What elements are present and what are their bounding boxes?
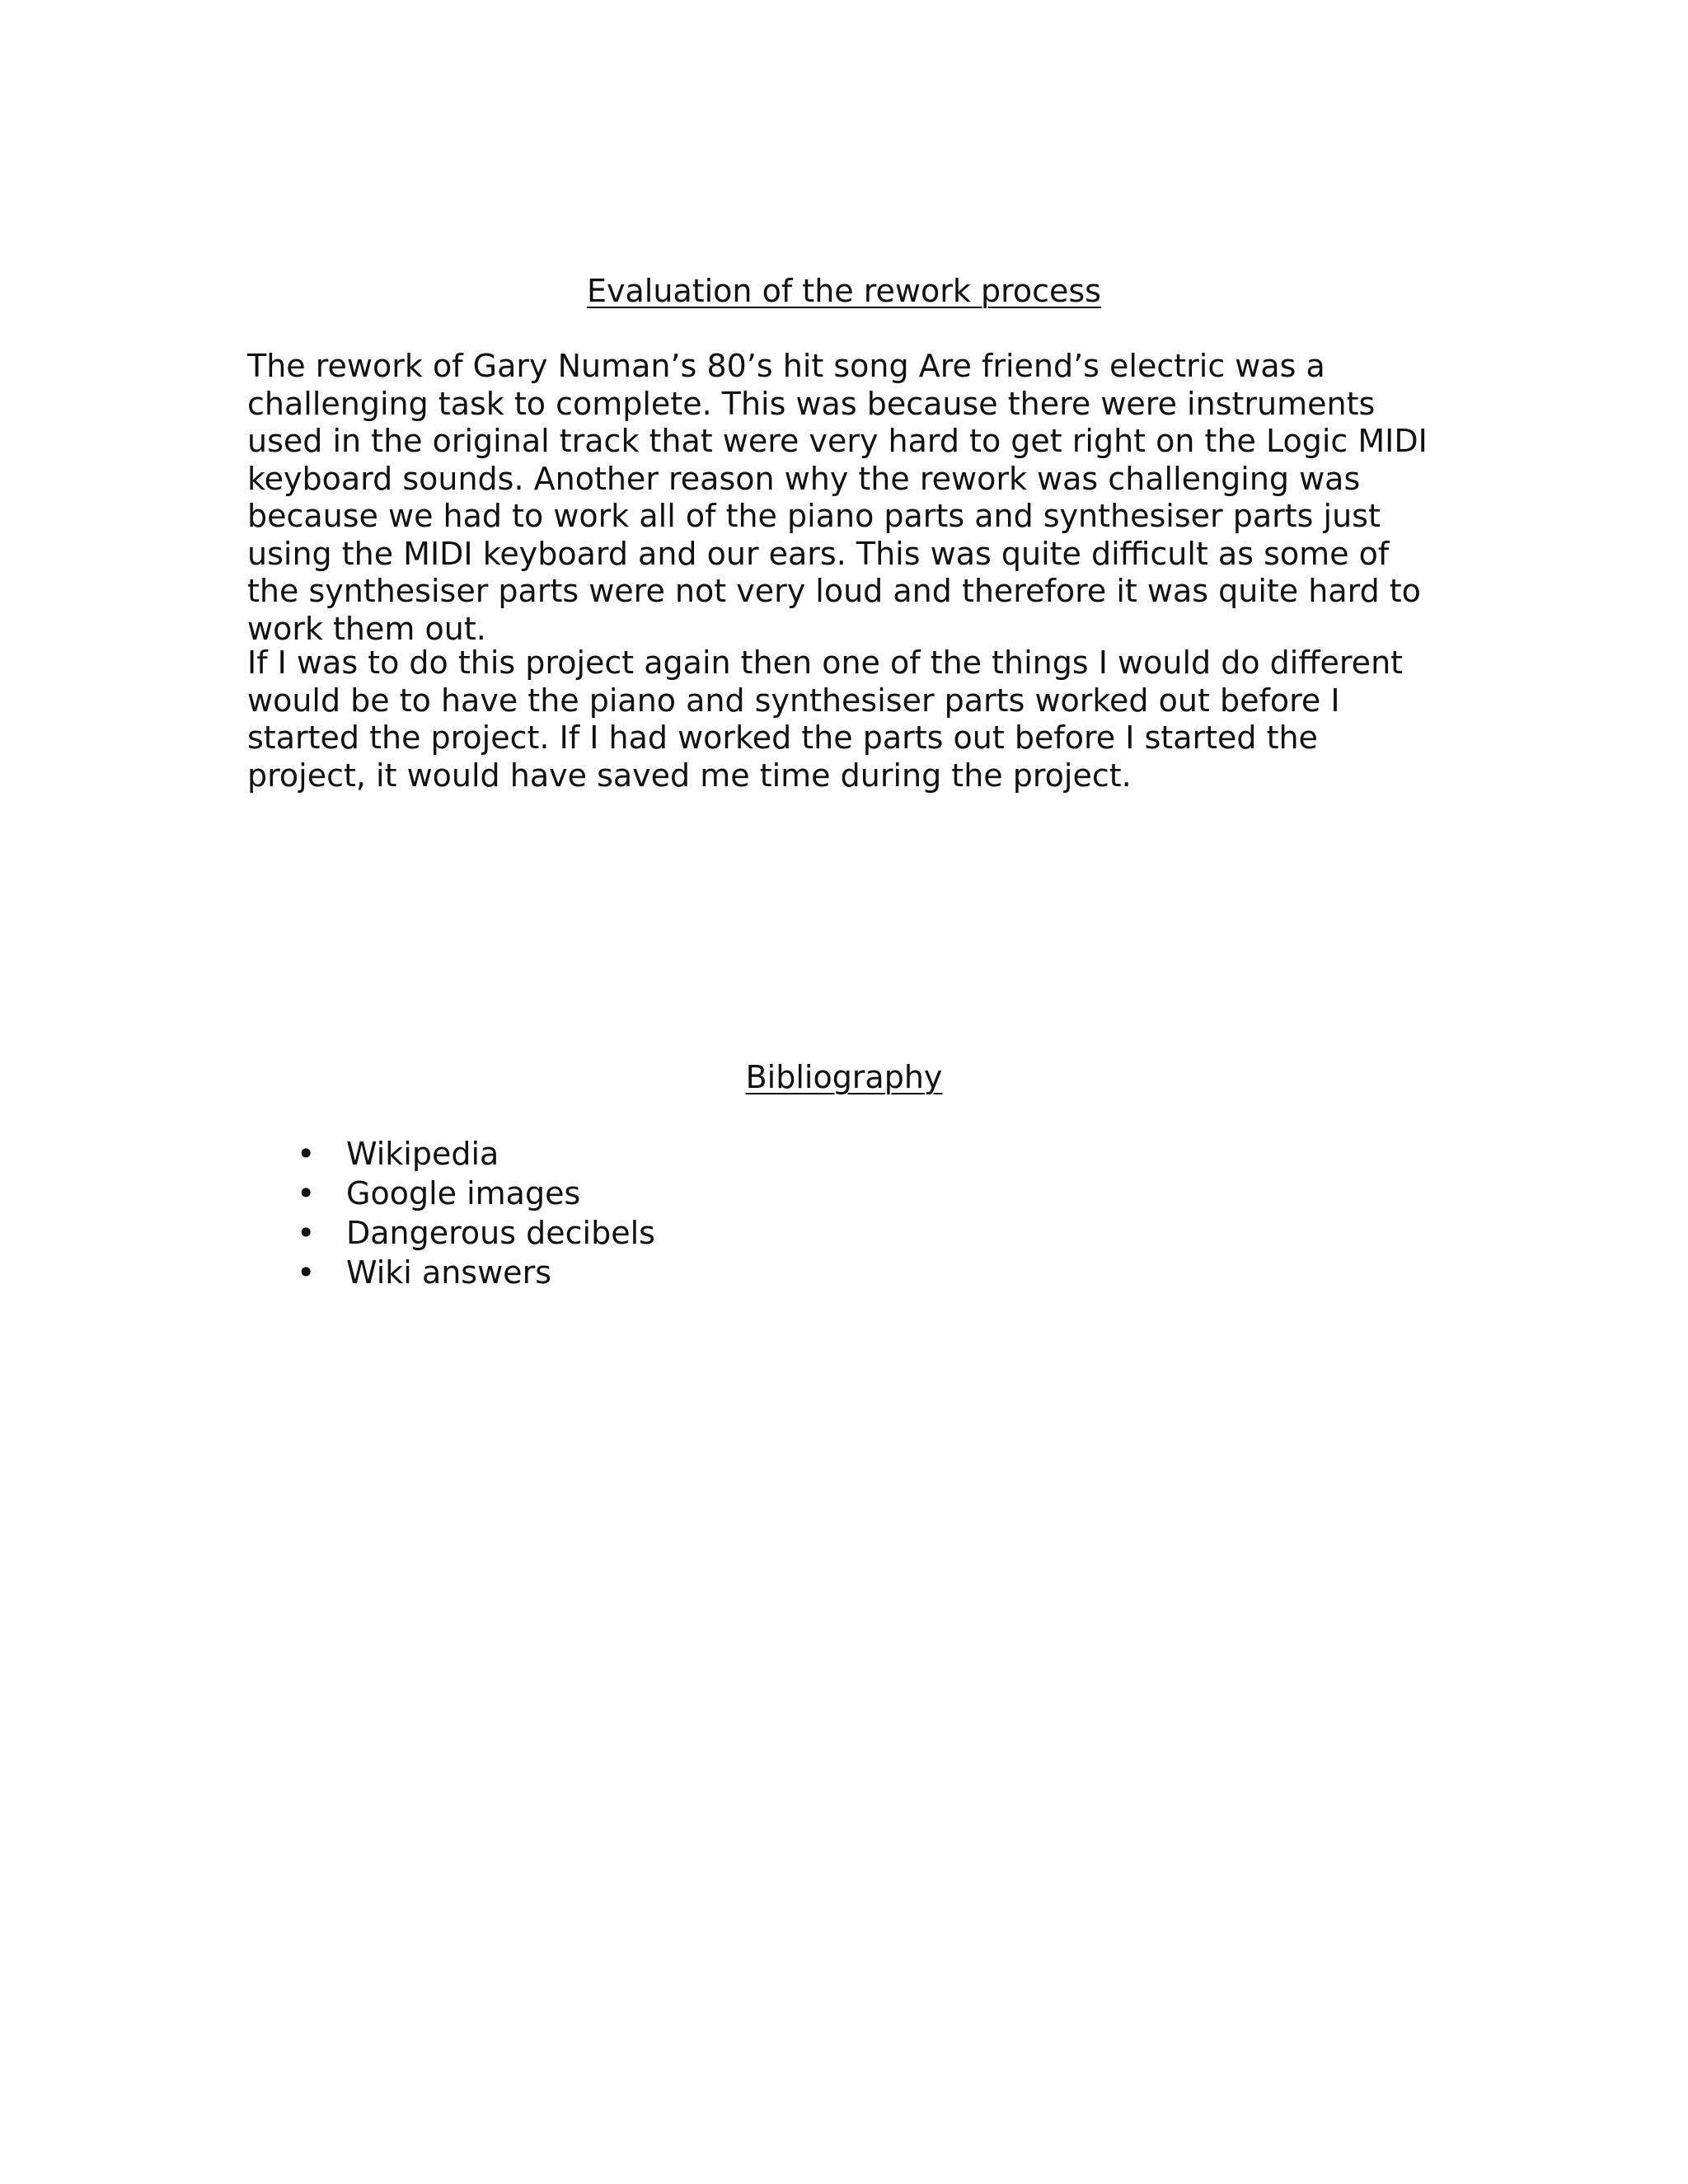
bibliography-heading — [0, 1058, 1688, 1096]
bibliography-item — [297, 1174, 655, 1213]
evaluation-heading — [0, 272, 1688, 310]
bibliography-heading-text: Bibliography — [745, 1059, 943, 1095]
bibliography-item-text: Dangerous decibels — [346, 1215, 655, 1251]
bibliography-item — [297, 1134, 655, 1174]
bullet-icon: • — [297, 1136, 316, 1172]
bullet-icon: • — [297, 1254, 316, 1291]
bibliography-item — [297, 1213, 655, 1253]
bibliography-item-text: Wiki answers — [346, 1254, 551, 1291]
bullet-icon: • — [297, 1215, 316, 1251]
bibliography-item — [297, 1253, 655, 1292]
evaluation-heading-text: Evaluation of the rework process — [587, 273, 1101, 309]
bibliography-list — [297, 1134, 655, 1292]
evaluation-paragraph-2: If I was to do this project again then one of the things I would do different would be to have the piano and synthesiser parts worked out before I started the project. If I had worked the parts out before I started the project, it would have saved me time during the project. — [247, 644, 1404, 794]
bibliography-item-text: Wikipedia — [346, 1136, 499, 1172]
bibliography-item-text: Google images — [346, 1175, 581, 1212]
bullet-icon: • — [297, 1175, 316, 1212]
evaluation-paragraph-1: The rework of Gary Numan’s 80’s hit song Are friend’s electric was a challenging task to complete. This was because there were instruments used in the original track that were very hard to get right on the Logic MIDI keyboard sounds. Another reason why the rework was challenging was because we had to work all of the piano parts and synthesiser parts just using the MIDI keyboard and our ears. This was quite difficult as some of the synthesiser parts were not very loud and therefore it was quite hard to work them out. — [247, 348, 1428, 647]
